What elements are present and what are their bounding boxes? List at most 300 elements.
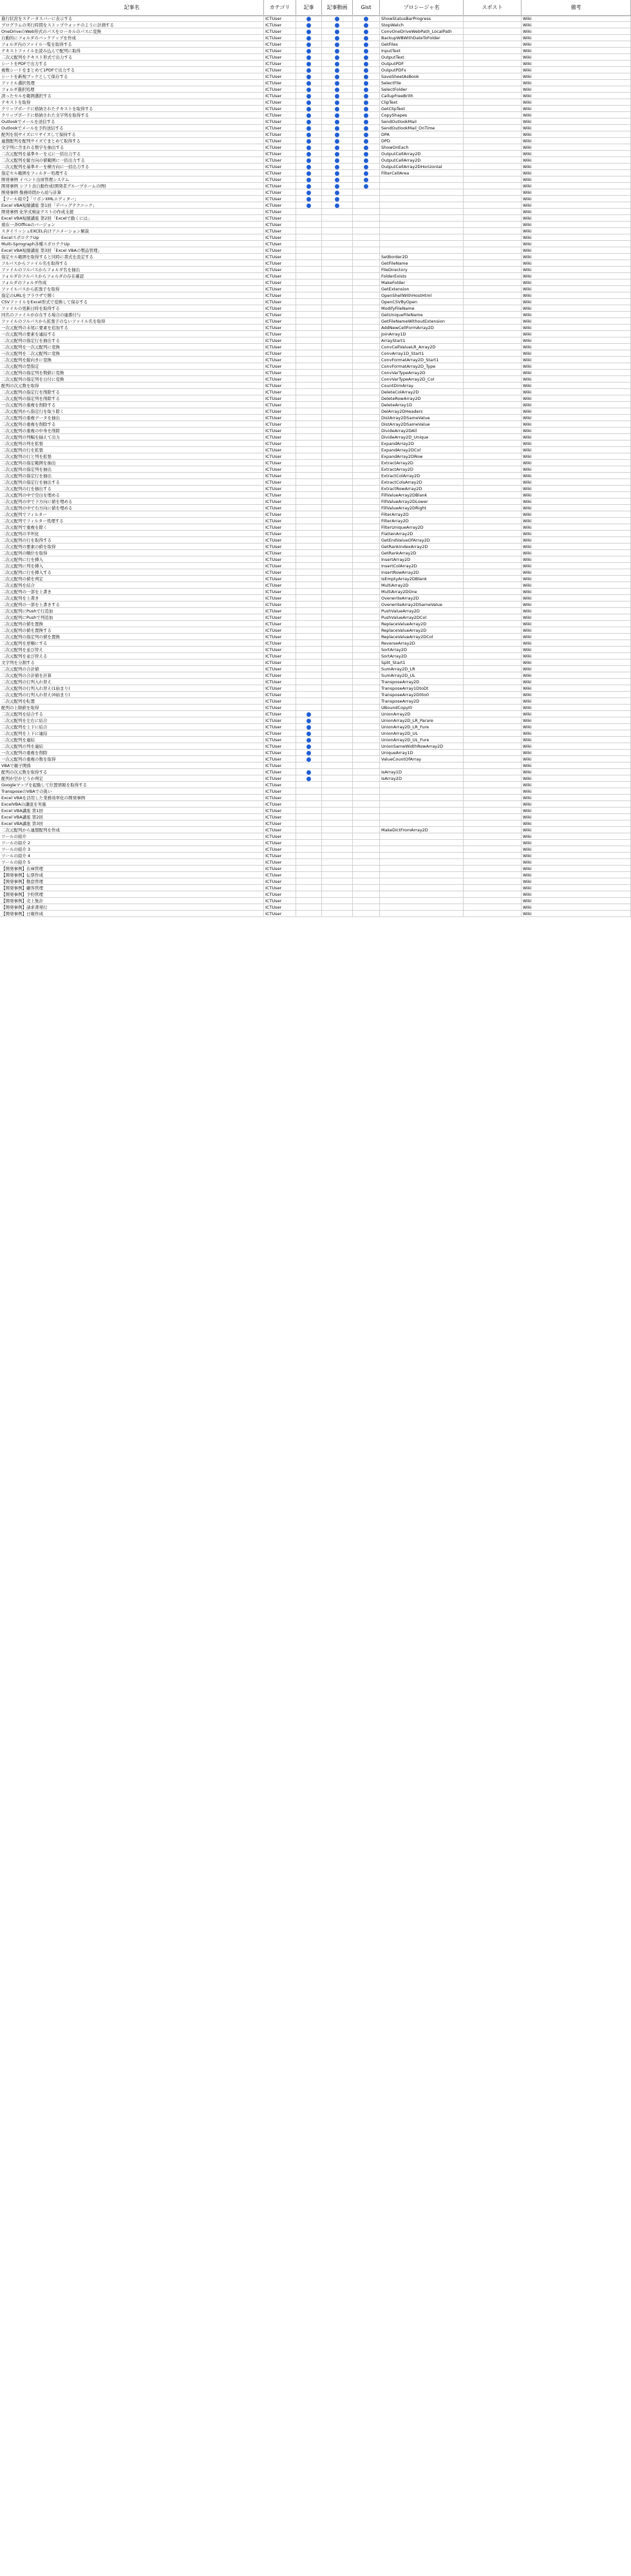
cell-sponsor[interactable] (464, 466, 522, 473)
cell-article[interactable] (296, 614, 322, 621)
cell-remarks[interactable]: Wiki (522, 15, 631, 22)
cell-article[interactable] (296, 872, 322, 878)
table-row[interactable] (0, 820, 631, 827)
cell-procedure[interactable] (380, 782, 464, 788)
cell-sponsor[interactable] (464, 99, 522, 106)
table-row[interactable] (0, 659, 631, 666)
cell-title[interactable]: 二次元配列の平坦化 (0, 531, 264, 537)
cell-article[interactable] (296, 846, 322, 853)
cell-remarks[interactable]: Wiki (522, 73, 631, 80)
cell-video[interactable] (322, 395, 353, 402)
cell-remarks[interactable]: Wiki (522, 866, 631, 872)
cell-category[interactable]: ICTUser (264, 827, 296, 833)
table-row[interactable] (0, 209, 631, 215)
table-row[interactable] (0, 157, 631, 164)
cell-title[interactable]: 二次元配列の指定列の値を置換 (0, 634, 264, 640)
cell-article[interactable] (296, 28, 322, 35)
cell-article[interactable] (296, 402, 322, 408)
cell-sponsor[interactable] (464, 576, 522, 582)
cell-procedure[interactable]: DelArray2DHeaders (380, 408, 464, 415)
cell-video[interactable] (322, 273, 353, 279)
cell-procedure[interactable]: DivideArray2D_Unique (380, 434, 464, 440)
cell-remarks[interactable]: Wiki (522, 724, 631, 730)
cell-video[interactable] (322, 318, 353, 325)
cell-gist[interactable] (353, 473, 380, 479)
cell-video[interactable] (322, 730, 353, 737)
cell-gist[interactable] (353, 801, 380, 808)
cell-procedure[interactable] (380, 878, 464, 885)
cell-category[interactable]: ICTUser (264, 125, 296, 131)
cell-procedure[interactable]: IsEmptyArray2DBlank (380, 576, 464, 582)
cell-category[interactable]: ICTUser (264, 769, 296, 775)
cell-video[interactable] (322, 801, 353, 808)
cell-gist[interactable] (353, 614, 380, 621)
table-row[interactable] (0, 627, 631, 634)
cell-gist[interactable] (353, 659, 380, 666)
table-row[interactable] (0, 762, 631, 769)
table-row[interactable] (0, 705, 631, 711)
cell-video[interactable] (322, 440, 353, 447)
cell-article[interactable] (296, 254, 322, 260)
cell-title[interactable]: 二次元配列の指定列を削除する (0, 395, 264, 402)
cell-article[interactable] (296, 157, 322, 164)
cell-category[interactable]: ICTUser (264, 189, 296, 196)
cell-procedure[interactable] (380, 202, 464, 209)
cell-video[interactable] (322, 247, 353, 254)
cell-title[interactable]: Outlookでメールを送信する (0, 118, 264, 125)
cell-sponsor[interactable] (464, 370, 522, 376)
cell-category[interactable]: ICTUser (264, 215, 296, 222)
cell-video[interactable] (322, 325, 353, 331)
cell-sponsor[interactable] (464, 537, 522, 544)
table-row[interactable] (0, 563, 631, 569)
table-row[interactable] (0, 601, 631, 608)
cell-remarks[interactable]: Wiki (522, 28, 631, 35)
cell-remarks[interactable]: Wiki (522, 389, 631, 395)
cell-category[interactable]: ICTUser (264, 337, 296, 344)
cell-category[interactable]: ICTUser (264, 550, 296, 556)
cell-sponsor[interactable] (464, 801, 522, 808)
cell-video[interactable] (322, 808, 353, 814)
cell-title[interactable]: クリップボードに格納された文字列を取得する (0, 112, 264, 118)
cell-gist[interactable] (353, 453, 380, 460)
cell-video[interactable] (322, 415, 353, 421)
cell-category[interactable]: ICTUser (264, 808, 296, 814)
cell-gist[interactable] (353, 775, 380, 782)
cell-gist[interactable] (353, 93, 380, 99)
cell-procedure[interactable]: OutputText (380, 54, 464, 61)
cell-video[interactable] (322, 750, 353, 756)
cell-category[interactable]: ICTUser (264, 48, 296, 54)
cell-article[interactable] (296, 788, 322, 795)
cell-title[interactable]: 二次元配列の重複を削除する (0, 421, 264, 428)
cell-article[interactable] (296, 299, 322, 305)
cell-article[interactable] (296, 125, 322, 131)
cell-title[interactable]: Outlookでメールを予約送信する (0, 125, 264, 131)
cell-category[interactable]: ICTUser (264, 814, 296, 820)
cell-sponsor[interactable] (464, 891, 522, 898)
cell-procedure[interactable]: DistArray2DSameValue (380, 421, 464, 428)
cell-procedure[interactable] (380, 859, 464, 866)
cell-gist[interactable] (353, 189, 380, 196)
cell-category[interactable]: ICTUser (264, 196, 296, 202)
cell-gist[interactable] (353, 756, 380, 762)
cell-procedure[interactable]: TransposeArray1DtoDt (380, 685, 464, 692)
cell-video[interactable] (322, 563, 353, 569)
cell-sponsor[interactable] (464, 383, 522, 389)
cell-video[interactable] (322, 795, 353, 801)
cell-procedure[interactable]: GetFileName (380, 260, 464, 267)
cell-title[interactable]: Excel VBA短縮講座 第1回「デバッグテクニック」 (0, 202, 264, 209)
cell-sponsor[interactable] (464, 415, 522, 421)
cell-article[interactable] (296, 601, 322, 608)
cell-remarks[interactable]: Wiki (522, 183, 631, 189)
cell-sponsor[interactable] (464, 582, 522, 589)
cell-remarks[interactable]: Wiki (522, 563, 631, 569)
cell-title[interactable]: Excel VBA講座 第2回 (0, 814, 264, 820)
cell-sponsor[interactable] (464, 614, 522, 621)
cell-article[interactable] (296, 292, 322, 299)
cell-gist[interactable] (353, 395, 380, 402)
table-row[interactable] (0, 325, 631, 331)
cell-procedure[interactable]: SendOutlookMail_OnTime (380, 125, 464, 131)
cell-title[interactable]: 指定セル範囲をフィルター処理する (0, 170, 264, 176)
cell-article[interactable] (296, 61, 322, 67)
cell-title[interactable]: 二次元配列を上書き (0, 595, 264, 601)
cell-sponsor[interactable] (464, 80, 522, 86)
cell-procedure[interactable] (380, 814, 464, 820)
cell-sponsor[interactable] (464, 904, 522, 911)
cell-gist[interactable] (353, 279, 380, 286)
cell-procedure[interactable]: AddNewCellFormArray2D (380, 325, 464, 331)
cell-sponsor[interactable] (464, 550, 522, 556)
cell-category[interactable]: ICTUser (264, 595, 296, 601)
cell-procedure[interactable]: MultiArray2D (380, 582, 464, 589)
cell-sponsor[interactable] (464, 395, 522, 402)
cell-remarks[interactable]: Wiki (522, 189, 631, 196)
cell-procedure[interactable]: FillValueArray2DLower (380, 498, 464, 505)
cell-sponsor[interactable] (464, 775, 522, 782)
cell-article[interactable] (296, 685, 322, 692)
cell-gist[interactable] (353, 254, 380, 260)
cell-gist[interactable] (353, 234, 380, 241)
cell-remarks[interactable]: Wiki (522, 460, 631, 466)
table-row[interactable] (0, 537, 631, 544)
cell-video[interactable] (322, 511, 353, 518)
cell-category[interactable]: ICTUser (264, 61, 296, 67)
cell-sponsor[interactable] (464, 820, 522, 827)
cell-procedure[interactable] (380, 801, 464, 808)
cell-procedure[interactable]: ArrayStart1 (380, 337, 464, 344)
cell-procedure[interactable]: UnionSameWidthRowArray2D (380, 743, 464, 750)
cell-title[interactable]: 【開発事例】日報作成 (0, 911, 264, 917)
cell-remarks[interactable]: Wiki (522, 640, 631, 647)
cell-gist[interactable] (353, 866, 380, 872)
table-row[interactable] (0, 395, 631, 402)
cell-sponsor[interactable] (464, 286, 522, 292)
cell-remarks[interactable]: Wiki (522, 279, 631, 286)
cell-video[interactable] (322, 698, 353, 705)
cell-remarks[interactable]: Wiki (522, 370, 631, 376)
cell-title[interactable]: 二次元配列でフィルター処理する (0, 518, 264, 524)
cell-remarks[interactable]: Wiki (522, 318, 631, 325)
table-row[interactable] (0, 260, 631, 267)
cell-gist[interactable] (353, 827, 380, 833)
cell-procedure[interactable]: ConvVarTypeArray2D (380, 370, 464, 376)
table-row[interactable] (0, 634, 631, 640)
table-row[interactable] (0, 466, 631, 473)
cell-procedure[interactable]: UnionArray2D_UL (380, 730, 464, 737)
cell-video[interactable] (322, 666, 353, 672)
cell-procedure[interactable] (380, 215, 464, 222)
cell-article[interactable] (296, 576, 322, 582)
cell-title[interactable]: 二次元配列の列を連結 (0, 743, 264, 750)
cell-gist[interactable] (353, 524, 380, 531)
cell-video[interactable] (322, 486, 353, 492)
cell-article[interactable] (296, 692, 322, 698)
cell-gist[interactable] (353, 305, 380, 312)
cell-video[interactable] (322, 222, 353, 228)
cell-sponsor[interactable] (464, 762, 522, 769)
cell-sponsor[interactable] (464, 93, 522, 99)
cell-article[interactable] (296, 164, 322, 170)
cell-title[interactable]: 二次元配列の指定行を抽出 (0, 473, 264, 479)
cell-video[interactable] (322, 460, 353, 466)
cell-title[interactable]: シートをPDFで出力する (0, 61, 264, 67)
cell-title[interactable]: 複数シートをまとめて1PDFで出力する (0, 67, 264, 73)
cell-category[interactable]: ICTUser (264, 782, 296, 788)
cell-title[interactable]: Excel VBAを活用した業務効率化の開発事例 (0, 795, 264, 801)
cell-title[interactable]: 開発事例 化学式検証テストの作成支援 (0, 209, 264, 215)
cell-remarks[interactable]: Wiki (522, 299, 631, 305)
cell-gist[interactable] (353, 750, 380, 756)
cell-procedure[interactable] (380, 866, 464, 872)
cell-remarks[interactable]: Wiki (522, 357, 631, 363)
cell-video[interactable] (322, 595, 353, 601)
cell-title[interactable]: 二次元配列を基準キーを横方向に一括出力する (0, 164, 264, 170)
cell-title[interactable]: ファイルパスから拡張子を取得 (0, 286, 264, 292)
table-row[interactable] (0, 86, 631, 93)
cell-article[interactable] (296, 659, 322, 666)
cell-category[interactable]: ICTUser (264, 505, 296, 511)
cell-title[interactable]: 二次元配列の中で右方向に値を埋める (0, 505, 264, 511)
cell-article[interactable] (296, 769, 322, 775)
cell-category[interactable]: ICTUser (264, 601, 296, 608)
cell-remarks[interactable]: Wiki (522, 125, 631, 131)
cell-procedure[interactable]: UnionArray2D_LR_Parare (380, 717, 464, 724)
cell-article[interactable] (296, 550, 322, 556)
cell-video[interactable] (322, 292, 353, 299)
cell-remarks[interactable]: Wiki (522, 730, 631, 737)
cell-remarks[interactable]: Wiki (522, 41, 631, 48)
cell-procedure[interactable]: SetBorder2D (380, 254, 464, 260)
cell-gist[interactable] (353, 125, 380, 131)
cell-category[interactable]: ICTUser (264, 531, 296, 537)
header-video[interactable]: 記事動画 (322, 0, 353, 15)
cell-remarks[interactable]: Wiki (522, 222, 631, 228)
cell-video[interactable] (322, 196, 353, 202)
cell-remarks[interactable]: Wiki (522, 99, 631, 106)
table-row[interactable] (0, 505, 631, 511)
cell-procedure[interactable]: ReplaceValueArray2DCol (380, 634, 464, 640)
table-row[interactable] (0, 370, 631, 376)
cell-category[interactable]: ICTUser (264, 370, 296, 376)
cell-remarks[interactable]: Wiki (522, 492, 631, 498)
cell-remarks[interactable]: Wiki (522, 840, 631, 846)
cell-sponsor[interactable] (464, 54, 522, 61)
cell-article[interactable] (296, 183, 322, 189)
cell-article[interactable] (296, 466, 322, 473)
cell-title[interactable]: 二次元配列を並び替える (0, 653, 264, 659)
cell-video[interactable] (322, 35, 353, 41)
cell-title[interactable]: 二次元配列から指定行を取り除く (0, 408, 264, 415)
cell-procedure[interactable] (380, 795, 464, 801)
table-row[interactable] (0, 672, 631, 679)
cell-title[interactable]: 二次元配列に列を挿入 (0, 563, 264, 569)
table-row[interactable] (0, 808, 631, 814)
cell-procedure[interactable]: OutputPDF (380, 61, 464, 67)
cell-title[interactable]: プログラムの実行時間をストップウォッチのように計測する (0, 22, 264, 28)
cell-article[interactable] (296, 595, 322, 601)
cell-title[interactable]: 連想配列を配列サイズでまとめて取得する (0, 138, 264, 144)
cell-gist[interactable] (353, 466, 380, 473)
cell-video[interactable] (322, 885, 353, 891)
table-row[interactable] (0, 814, 631, 820)
cell-title[interactable]: 二次元配列の行列入れ替え(0始まり) (0, 692, 264, 698)
cell-video[interactable] (322, 383, 353, 389)
cell-article[interactable] (296, 434, 322, 440)
cell-category[interactable]: ICTUser (264, 99, 296, 106)
cell-sponsor[interactable] (464, 305, 522, 312)
cell-remarks[interactable]: Wiki (522, 898, 631, 904)
table-row[interactable] (0, 788, 631, 795)
table-row[interactable] (0, 267, 631, 273)
cell-remarks[interactable]: Wiki (522, 505, 631, 511)
cell-procedure[interactable]: SumArray2D_LR (380, 666, 464, 672)
table-row[interactable] (0, 556, 631, 563)
cell-video[interactable] (322, 138, 353, 144)
cell-remarks[interactable]: Wiki (522, 164, 631, 170)
cell-category[interactable]: ICTUser (264, 556, 296, 563)
cell-gist[interactable] (353, 743, 380, 750)
cell-sponsor[interactable] (464, 279, 522, 286)
table-row[interactable] (0, 640, 631, 647)
cell-article[interactable] (296, 544, 322, 550)
cell-category[interactable]: ICTUser (264, 209, 296, 215)
cell-article[interactable] (296, 556, 322, 563)
table-row[interactable] (0, 228, 631, 234)
cell-category[interactable]: ICTUser (264, 627, 296, 634)
cell-procedure[interactable]: ReverseArray2D (380, 640, 464, 647)
cell-procedure[interactable]: UnionArray2D_UL_Fure (380, 737, 464, 743)
cell-gist[interactable] (353, 840, 380, 846)
cell-sponsor[interactable] (464, 563, 522, 569)
cell-remarks[interactable]: Wiki (522, 138, 631, 144)
cell-title[interactable]: 配列を別サイズにリサイズして保持する (0, 131, 264, 138)
cell-gist[interactable] (353, 505, 380, 511)
cell-remarks[interactable]: Wiki (522, 595, 631, 601)
cell-title[interactable]: ExcelスポロテクUp (0, 234, 264, 241)
cell-procedure[interactable]: ReplaceValueArray2D (380, 627, 464, 634)
cell-title[interactable]: テキストファイルを読み込んで配列に取得 (0, 48, 264, 54)
cell-procedure[interactable] (380, 885, 464, 891)
cell-category[interactable]: ICTUser (264, 640, 296, 647)
cell-sponsor[interactable] (464, 711, 522, 717)
cell-remarks[interactable]: Wiki (522, 653, 631, 659)
table-row[interactable] (0, 144, 631, 151)
cell-article[interactable] (296, 795, 322, 801)
cell-gist[interactable] (353, 492, 380, 498)
cell-category[interactable]: ICTUser (264, 202, 296, 209)
cell-remarks[interactable]: Wiki (522, 711, 631, 717)
cell-category[interactable]: ICTUser (264, 569, 296, 576)
cell-procedure[interactable] (380, 898, 464, 904)
cell-article[interactable] (296, 589, 322, 595)
cell-title[interactable]: ファイル選択処理 (0, 80, 264, 86)
cell-procedure[interactable]: UniqueArray1D (380, 750, 464, 756)
cell-procedure[interactable]: DeleteRowArray2D (380, 395, 464, 402)
cell-category[interactable]: ICTUser (264, 138, 296, 144)
cell-category[interactable]: ICTUser (264, 247, 296, 254)
cell-remarks[interactable]: Wiki (522, 601, 631, 608)
cell-sponsor[interactable] (464, 408, 522, 415)
cell-video[interactable] (322, 556, 353, 563)
cell-sponsor[interactable] (464, 453, 522, 460)
cell-article[interactable] (296, 35, 322, 41)
cell-article[interactable] (296, 370, 322, 376)
cell-category[interactable]: ICTUser (264, 421, 296, 428)
cell-video[interactable] (322, 550, 353, 556)
cell-category[interactable]: ICTUser (264, 498, 296, 505)
cell-sponsor[interactable] (464, 151, 522, 157)
table-row[interactable] (0, 911, 631, 917)
cell-sponsor[interactable] (464, 479, 522, 486)
cell-procedure[interactable]: ShowOnEach (380, 144, 464, 151)
cell-remarks[interactable]: Wiki (522, 254, 631, 260)
cell-procedure[interactable]: SaveSheetAsBook (380, 73, 464, 80)
cell-remarks[interactable]: Wiki (522, 228, 631, 234)
cell-remarks[interactable]: Wiki (522, 859, 631, 866)
cell-category[interactable]: ICTUser (264, 389, 296, 395)
cell-procedure[interactable]: PushValueArray2D (380, 608, 464, 614)
cell-sponsor[interactable] (464, 189, 522, 196)
cell-category[interactable]: ICTUser (264, 151, 296, 157)
cell-video[interactable] (322, 589, 353, 595)
cell-category[interactable]: ICTUser (264, 846, 296, 853)
table-row[interactable] (0, 357, 631, 363)
cell-video[interactable] (322, 762, 353, 769)
cell-gist[interactable] (353, 383, 380, 389)
cell-sponsor[interactable] (464, 170, 522, 176)
cell-sponsor[interactable] (464, 692, 522, 698)
cell-remarks[interactable]: Wiki (522, 769, 631, 775)
cell-title[interactable]: ツールの紹介 4 (0, 853, 264, 859)
cell-remarks[interactable]: Wiki (522, 486, 631, 492)
cell-video[interactable] (322, 131, 353, 138)
table-row[interactable] (0, 531, 631, 537)
cell-gist[interactable] (353, 164, 380, 170)
cell-title[interactable]: 二次元配列を一次元配列に変換 (0, 344, 264, 350)
cell-title[interactable]: 一次元配列の重複の数を取得 (0, 756, 264, 762)
table-row[interactable] (0, 711, 631, 717)
cell-video[interactable] (322, 653, 353, 659)
cell-title[interactable]: 二次元配列の行と列を拡張 (0, 453, 264, 460)
cell-sponsor[interactable] (464, 299, 522, 305)
table-row[interactable] (0, 222, 631, 228)
cell-category[interactable]: ICTUser (264, 717, 296, 724)
cell-sponsor[interactable] (464, 730, 522, 737)
cell-sponsor[interactable] (464, 48, 522, 54)
